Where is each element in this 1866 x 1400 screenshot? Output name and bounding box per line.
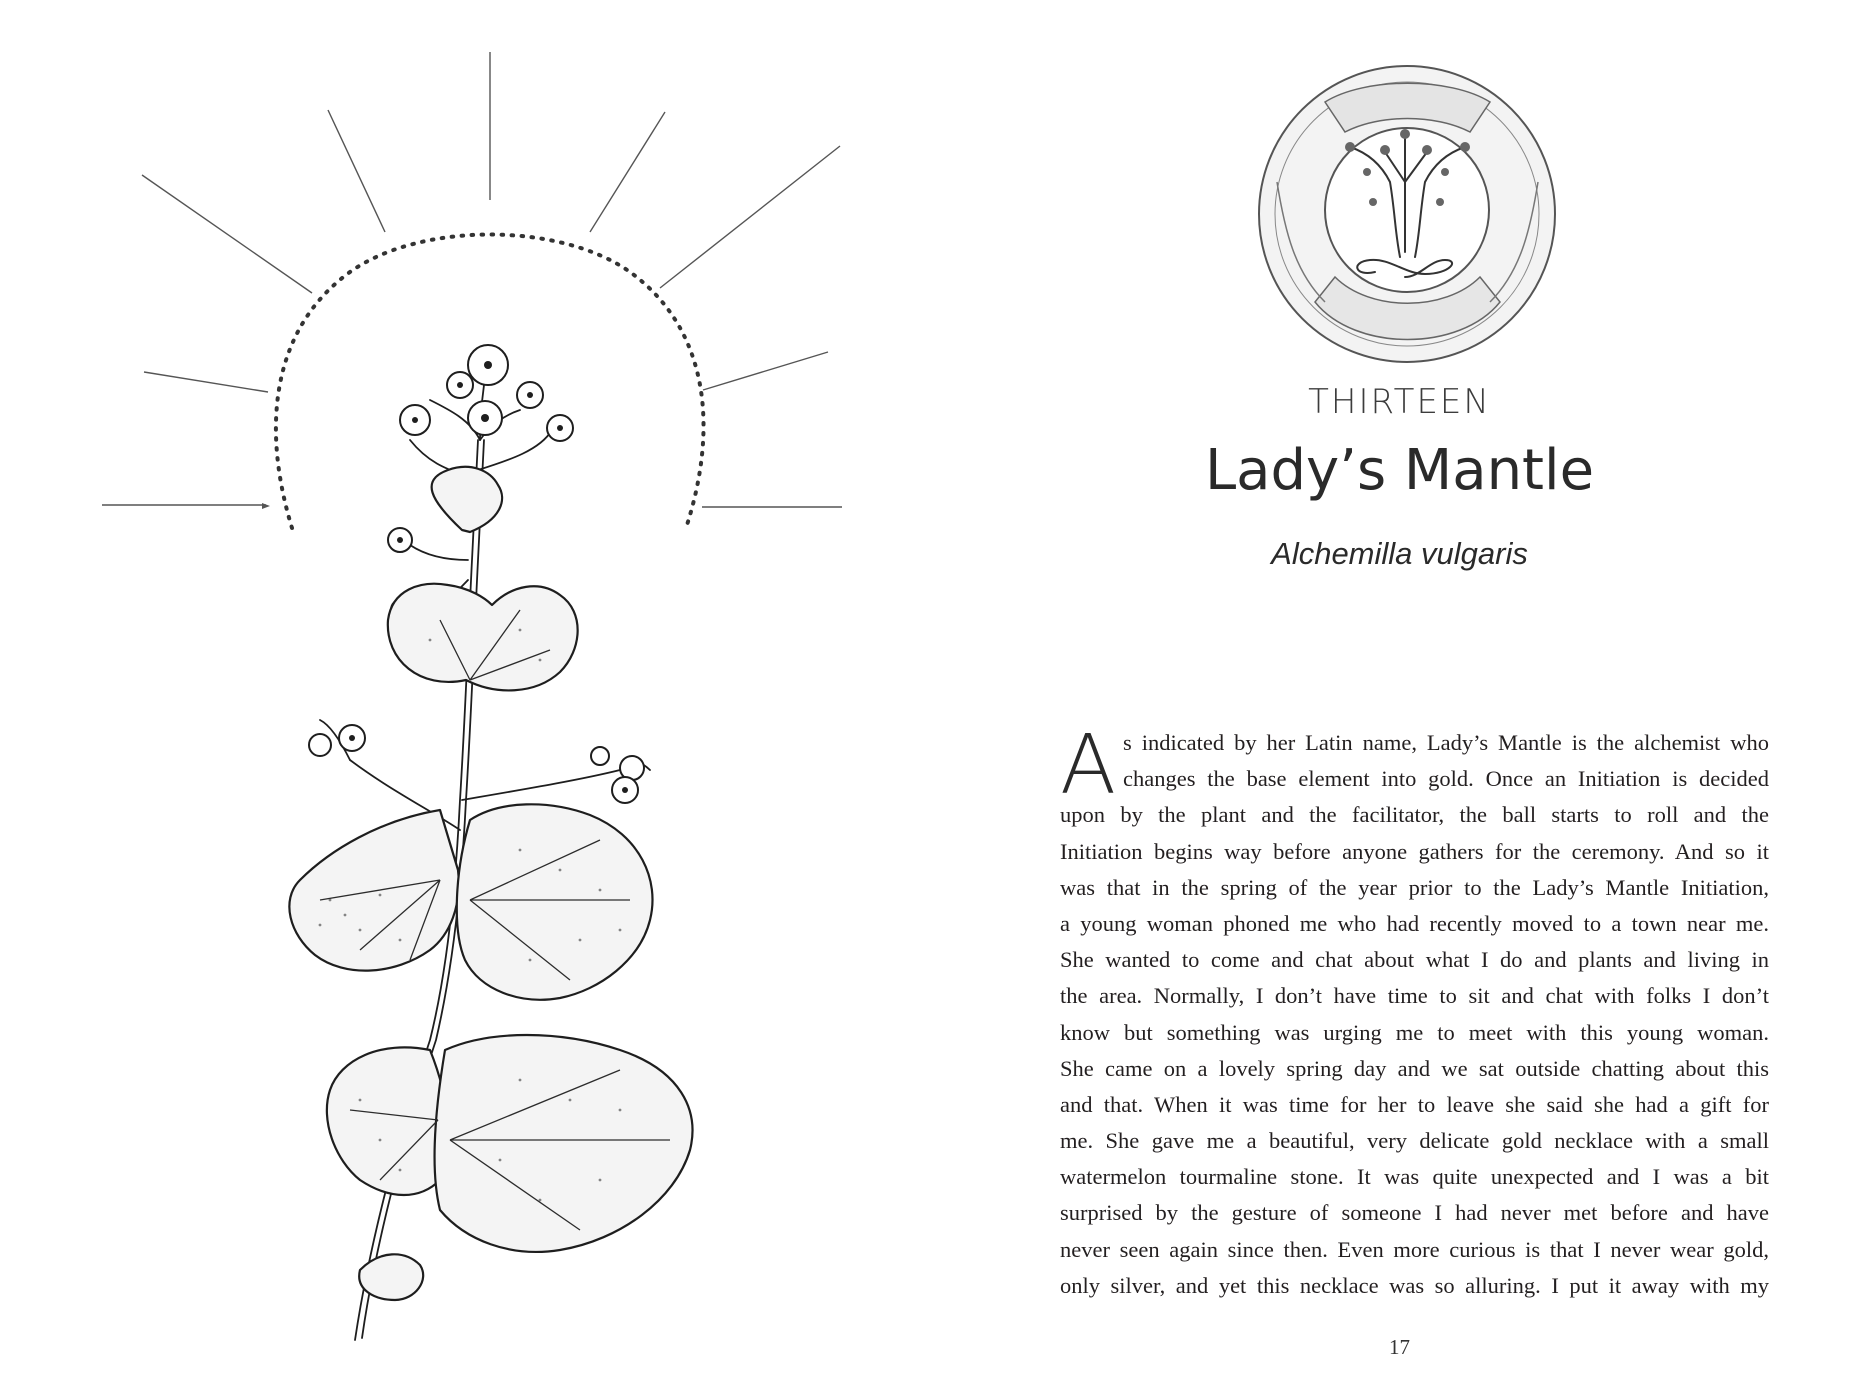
body-line: and that. When it was time for her to leave she said she had a gift for [1060, 1091, 1769, 1117]
body-line: She wanted to come and chat about what I do and plants and living in [1060, 947, 1769, 973]
chapter-number: THIRTEEN [1308, 382, 1491, 422]
body-line: upon by the plant and the facilitator, the ball starts to roll and the [1060, 802, 1769, 828]
right-page [933, 0, 1866, 1400]
body-line: changes the base element into gold. Once an Initiation is decided [1123, 766, 1769, 792]
body-line: me. She gave me a beautiful, very delicate gold necklace with a small [1060, 1128, 1769, 1154]
body-line: know but something was urging me to meet with this young woman. [1060, 1019, 1769, 1045]
drop-cap [1058, 723, 1118, 799]
svg-text:A: A [1060, 723, 1117, 799]
body-line: only silver, and yet this necklace was so alluring. I put it away with my [1060, 1272, 1769, 1298]
body-line: She came on a lovely spring day and we sat outside chatting about this [1060, 1055, 1769, 1081]
latin-name: Alchemilla vulgaris [1271, 536, 1528, 571]
body-line: s indicated by her Latin name, Lady’s Mantle is the alchemist who [1123, 730, 1769, 755]
body-line: a young woman phoned me who had recently moved to a town near me. [1060, 910, 1769, 936]
chapter-title: Lady’s Mantle [1204, 438, 1595, 503]
body-line: the area. Normally, I don’t have time to sit and chat with folks I don’t [1060, 983, 1769, 1009]
chapter-body-text [1060, 725, 1769, 1304]
body-line: never seen again since then. Even more curious is that I never wear gold, [1060, 1236, 1769, 1262]
tree-of-life-medallion-icon [1255, 62, 1560, 367]
sunburst-icon [102, 52, 842, 507]
body-line: surprised by the gesture of someone I had never met before and have [1060, 1200, 1769, 1226]
body-line: Initiation begins way before anyone gathers for the ceremony. And so it [1060, 838, 1769, 864]
body-line: watermelon tourmaline stone. It was quite unexpected and I was a bit [1060, 1164, 1769, 1190]
page-number: 17 [1389, 1335, 1410, 1359]
body-line: was that in the spring of the year prior to the Lady’s Mantle Initiation, [1060, 874, 1769, 900]
